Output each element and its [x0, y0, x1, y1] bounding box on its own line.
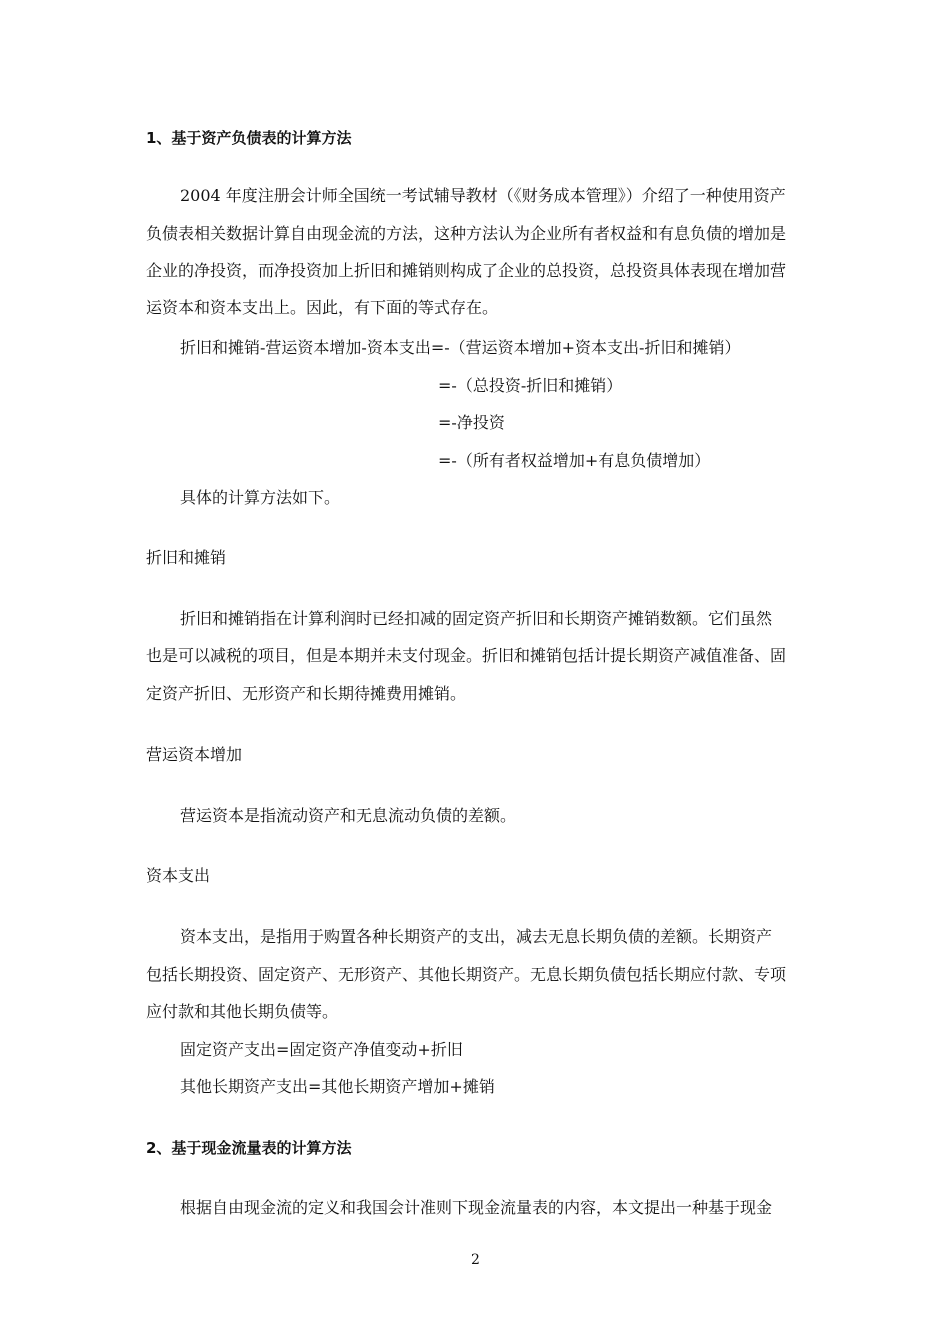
method-intro: 具体的计算方法如下。	[180, 488, 341, 507]
paragraph-line: 包括长期投资、固定资产、无形资产、其他长期资产。无息长期负债包括长期应付款、专项	[146, 965, 787, 984]
equation-line: 折旧和摊销-营运资本增加-资本支出=-（营运资本增加+资本支出-折旧和摊销）	[180, 338, 741, 357]
formula-line: 固定资产支出=固定资产净值变动+折旧	[180, 1040, 463, 1059]
page-number: 2	[471, 1252, 480, 1268]
paragraph-line: 折旧和摊销指在计算利润时已经扣减的固定资产折旧和长期资产摊销数额。它们虽然	[180, 609, 773, 628]
section-1-heading: 1、基于资产负债表的计算方法	[146, 129, 352, 147]
paragraph-line: 营运资本是指流动资产和无息流动负债的差额。	[180, 806, 517, 825]
subheading-working-capital: 营运资本增加	[146, 745, 243, 764]
subheading-capex: 资本支出	[146, 866, 211, 885]
subheading-depreciation: 折旧和摊销	[146, 548, 227, 567]
paragraph-line: 企业的净投资，而净投资加上折旧和摊销则构成了企业的总投资，总投资具体表现在增加营	[146, 261, 787, 280]
equation-line: =-（总投资-折旧和摊销）	[438, 376, 623, 395]
paragraph-line: 也是可以减税的项目，但是本期并未支付现金。折旧和摊销包括计提长期资产减值准备、固	[146, 646, 787, 665]
paragraph-line: 2004 年度注册会计师全国统一考试辅导教材（《财务成本管理》）介绍了一种使用资产	[180, 186, 786, 205]
paragraph-line: 资本支出，是指用于购置各种长期资产的支出，减去无息长期负债的差额。长期资产	[180, 927, 773, 946]
paragraph-line: 运资本和资本支出上。因此，有下面的等式存在。	[146, 298, 499, 317]
paragraph-line: 应付款和其他长期负债等。	[146, 1002, 339, 1021]
equation-line: =-净投资	[438, 413, 505, 432]
paragraph-line: 根据自由现金流的定义和我国会计准则下现金流量表的内容，本文提出一种基于现金	[180, 1198, 773, 1217]
formula-line: 其他长期资产支出=其他长期资产增加+摊销	[180, 1077, 495, 1096]
section-2-heading: 2、基于现金流量表的计算方法	[146, 1139, 352, 1157]
paragraph-line: 定资产折旧、无形资产和长期待摊费用摊销。	[146, 684, 467, 703]
equation-line: =-（所有者权益增加+有息负债增加）	[438, 451, 711, 470]
paragraph-line: 负债表相关数据计算自由现金流的方法，这种方法认为企业所有者权益和有息负债的增加是	[146, 224, 787, 243]
